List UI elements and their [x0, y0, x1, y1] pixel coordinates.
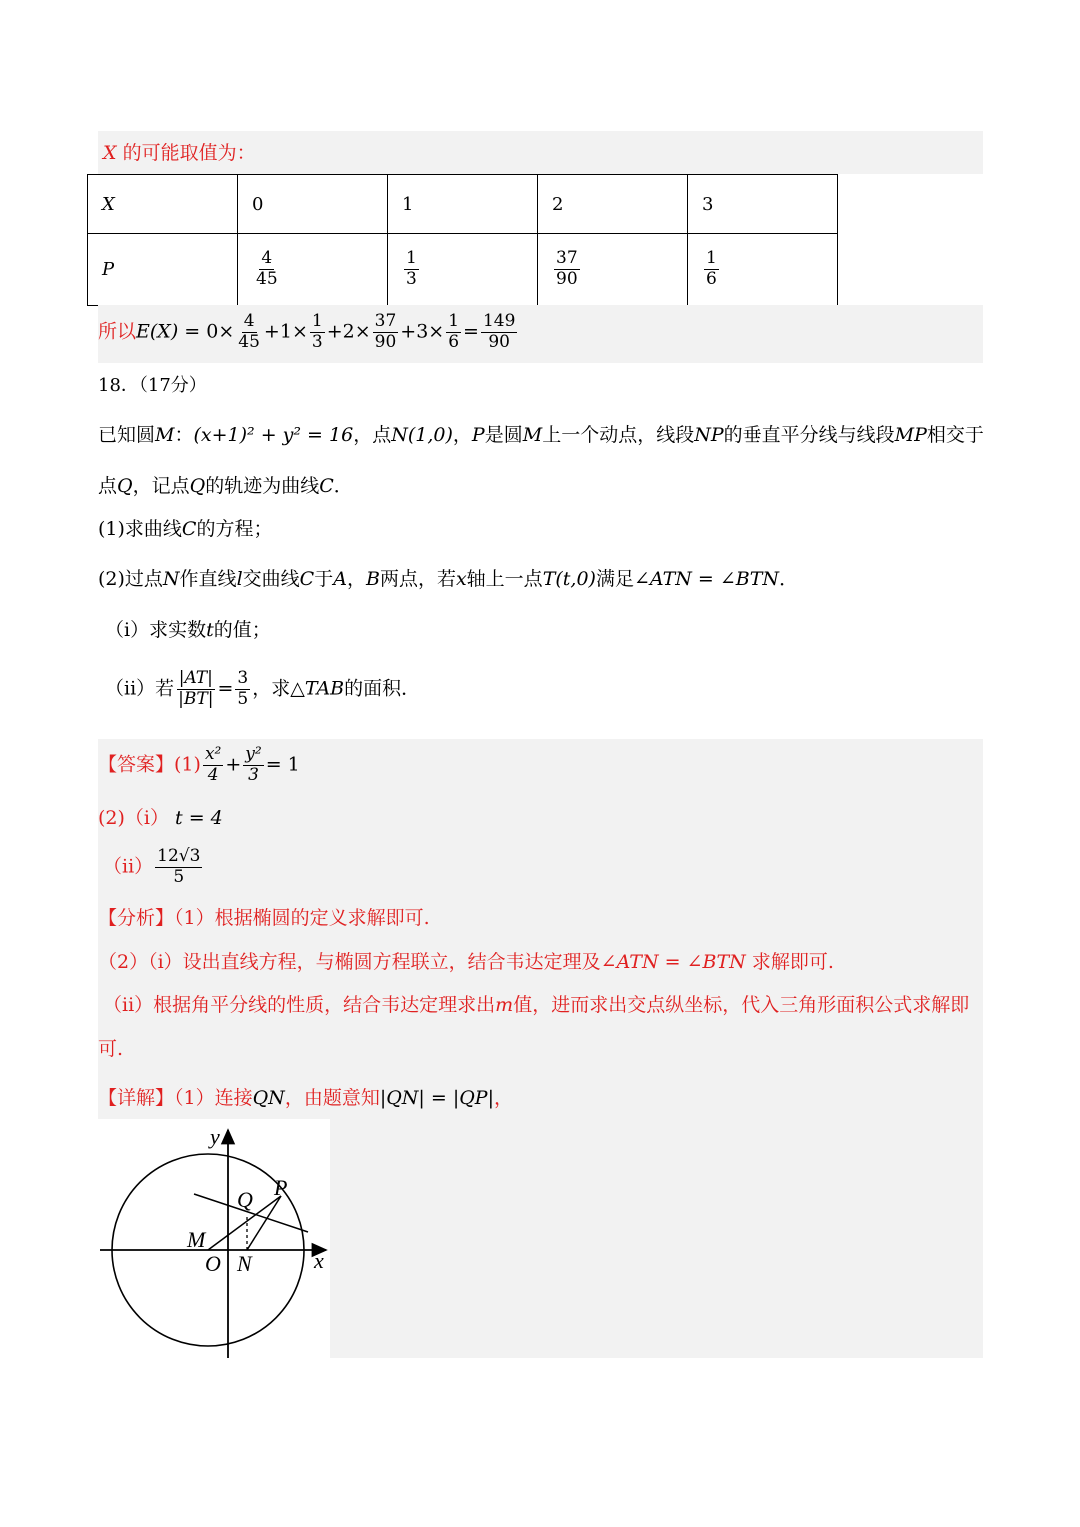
denominator: 6 — [706, 269, 717, 289]
answer-label: 【答案】 — [98, 753, 175, 776]
fraction — [446, 313, 461, 352]
denominator: 90 — [488, 331, 510, 352]
solution-bar — [98, 739, 983, 1119]
label-y: y — [210, 1124, 220, 1149]
table-cell — [388, 234, 538, 306]
lead-rest: 的可能取值为： — [116, 142, 256, 164]
denominator: 6 — [448, 331, 460, 352]
numerator: 37 — [556, 248, 578, 269]
numerator: 4 — [261, 248, 273, 269]
coef: 1 — [279, 320, 292, 343]
analysis-line2: （2）（i）设出直线方程，与椭圆方程联立，结合韦达定理及∠ATN = ∠BTN 求解即可. — [98, 951, 834, 973]
fraction: $\frac{\text{y²}}{3}$ — [245, 744, 262, 785]
label-m: M — [187, 1227, 206, 1252]
problem-part2: (2)过点N作直线l交曲线C于A，B两点，若x轴上一点T(t,0)满足∠ATN = ∠BTN． — [98, 568, 799, 590]
numerator: 149 — [482, 311, 516, 331]
problem-part1: (1)求曲线C的方程； — [98, 518, 273, 540]
fraction: $\frac{|AT|}{|BT|}$ — [178, 668, 214, 709]
prev-lead-text — [103, 144, 256, 163]
coef: 3 — [416, 320, 429, 343]
numerator: 1 — [448, 311, 460, 331]
numerator: 37 — [374, 311, 397, 331]
table-cell: 0 — [238, 175, 388, 234]
var-x: X — [103, 142, 117, 164]
table-cell — [238, 234, 388, 306]
problem-number: 18．（17分） — [98, 375, 207, 396]
label-q: Q — [237, 1187, 253, 1212]
analysis-label: 【分析】 — [98, 907, 175, 929]
problem-stem-line1: 已知圆M：(x+1)² + y² = 16，点N(1,0)，P是圆M上一个动点，线段NP的垂直平分线与线段MP相交于 — [98, 424, 984, 446]
coef: 2 — [342, 320, 355, 343]
numerator: 4 — [243, 311, 255, 331]
table-cell — [688, 234, 838, 306]
table-row — [88, 234, 838, 306]
numerator: 1 — [406, 248, 417, 269]
table-cell: 2 — [538, 175, 688, 234]
label-n: N — [237, 1251, 252, 1276]
expectation-prefix: 所以 — [98, 320, 137, 343]
denominator: 90 — [374, 331, 397, 352]
table-cell: X — [88, 175, 238, 234]
geometry-figure — [98, 1124, 330, 1360]
fraction — [373, 313, 399, 352]
fraction — [704, 250, 719, 289]
expectation-lhs: E(X) — [136, 320, 179, 343]
problem-stem-line2: 点Q，记点Q的轨迹为曲线C． — [98, 475, 353, 497]
coef: 0 — [206, 320, 219, 343]
fraction — [254, 250, 280, 289]
label-p: P — [274, 1175, 288, 1200]
fraction — [310, 313, 325, 352]
table-cell — [538, 234, 688, 306]
fraction: $\frac{\text{x²}}{4}$ — [204, 744, 222, 785]
denominator: 45 — [256, 269, 278, 289]
expectation-line: 所以E(X) = 0× $\frac{4}{45}$ +1× $\frac{1}{3}$ +2× $\frac{37}{90}$ +3× $\frac{1}{6}$ = $\frac{149}{90}$ — [98, 311, 516, 352]
denominator: 45 — [238, 331, 260, 352]
fraction: $\frac{3}{5}$ — [237, 668, 249, 709]
answer-line3: （ii） $\frac{12√3}{5}$ — [103, 846, 201, 887]
denominator: 3 — [406, 269, 417, 289]
circle-equation: (x+1)² + y² = 16 — [193, 424, 354, 446]
denominator: 3 — [311, 331, 323, 352]
numerator: 1 — [311, 311, 323, 331]
fraction — [236, 313, 262, 352]
denominator: 90 — [556, 269, 578, 289]
fraction — [404, 250, 419, 289]
answer-line1: 【答案】(1) $\frac{\text{x²}}{4}$ + $\frac{\text{y²}}{3}$ = 1 — [98, 744, 300, 785]
label-o: O — [205, 1251, 221, 1276]
answer-line2: (2)（i） t = 4 — [98, 807, 223, 829]
table-cell: 1 — [388, 175, 538, 234]
figure-side-bar — [330, 1119, 983, 1358]
table-cell: 3 — [688, 175, 838, 234]
problem-part2-ii: （ii）若 $\frac{|AT|}{|BT|}$ = $\frac{3}{5}$ ，求△TAB的面积． — [105, 668, 421, 709]
analysis-line4: 可. — [98, 1038, 124, 1060]
detail-line1: 【详解】（1）连接QN，由题意知|QN| = |QP|， — [98, 1087, 514, 1109]
detail-label: 【详解】 — [98, 1087, 175, 1109]
label-x: x — [314, 1248, 324, 1273]
problem-part2-i: （i）求实数t的值； — [105, 619, 271, 641]
fraction — [481, 313, 517, 352]
fraction: $\frac{12√3}{5}$ — [157, 846, 201, 887]
analysis-line1: 【分析】（1）根据椭圆的定义求解即可. — [98, 907, 430, 929]
table-row — [88, 175, 838, 234]
numerator: 1 — [706, 248, 717, 269]
analysis-line3: （ii）根据角平分线的性质，结合韦达定理求出m值，进而求出交点纵坐标，代入三角形面积公式求解即 — [103, 994, 970, 1016]
table-cell: P — [88, 234, 238, 306]
fraction — [554, 250, 580, 289]
distribution-table — [87, 174, 838, 306]
